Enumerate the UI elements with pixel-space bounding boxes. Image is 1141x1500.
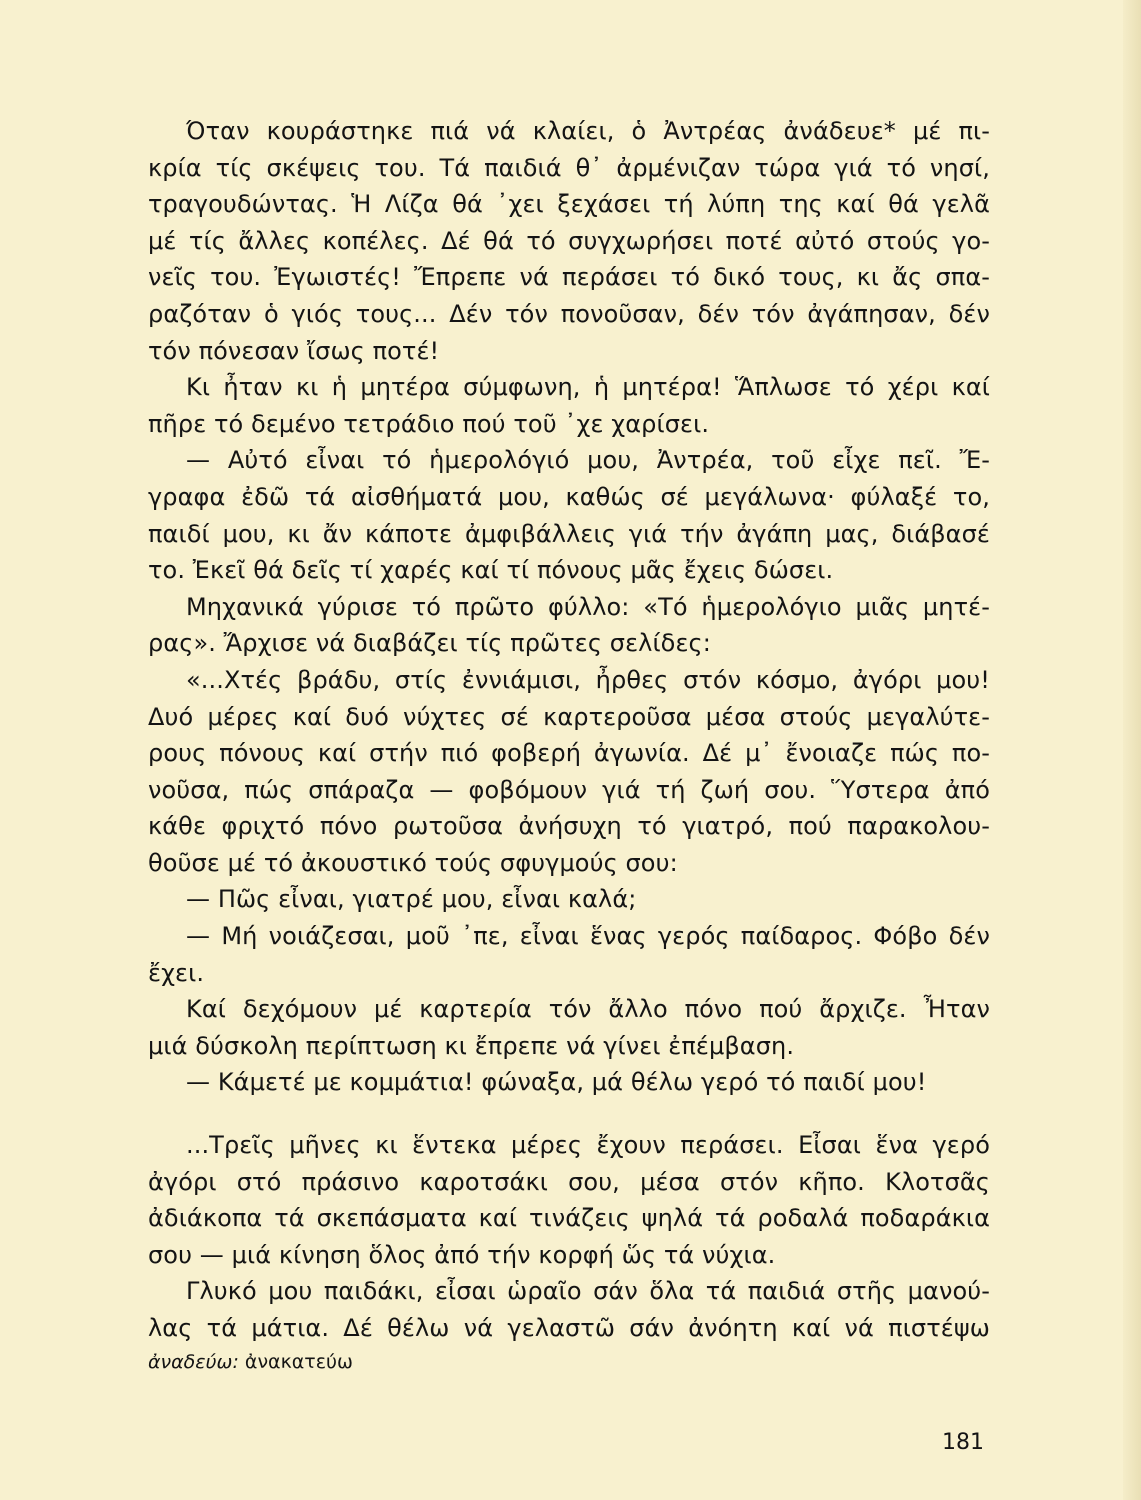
text-line: ἀδιάκοπα τά σκεπάσματα καί τινάζεις ψηλά τά ροδαλά ποδαράκια	[148, 1204, 990, 1233]
text-line: — Πῶς εἶναι, γιατρέ μου, εἶναι καλά;	[186, 885, 637, 914]
text-line: Κι ἦταν κι ἡ μητέρα σύμφωνη, ἡ μητέρα! Ἅπλωσε τό χέρι καί	[186, 373, 990, 402]
text-line: λας τά μάτια. Δέ θέλω νά γελαστῶ σάν ἀνόητη καί νά πιστέψω	[148, 1314, 990, 1342]
text-line: τόν πόνεσαν ἴσως ποτέ!	[148, 336, 440, 365]
text-line: το. Ἐκεῖ θά δεῖς τί χαρές καί τί πόνους μᾶς ἔχεις δώσει.	[148, 556, 834, 585]
text-line: μιά δύσκολη περίπτωση κι ἔπρεπε νά γίνει ἐπέμβαση.	[148, 1031, 795, 1060]
text-line: Καί δεχόμουν μέ καρτερία τόν ἄλλο πόνο πού ἄρχιζε. Ἦταν	[186, 995, 990, 1024]
page-edge	[1123, 0, 1141, 1500]
body-text	[148, 113, 990, 1347]
text-line: Δυό μέρες καί δυό νύχτες σέ καρτεροῦσα μέσα στούς μεγαλύτε-	[148, 702, 990, 731]
text-line: ...Τρεῖς μῆνες κι ἕντεκα μέρες ἔχουν περάσει. Εἶσαι ἕνα γερό	[186, 1131, 990, 1160]
text-line: νεῖς του. Ἐγωιστές! Ἔπρεπε νά περάσει τό δικό τους, κι ἄς σπα-	[148, 263, 990, 292]
text-line: ἔχει.	[148, 958, 205, 987]
text-line: — Αὐτό εἶναι τό ἡμερολόγιό μου, Ἀντρέα, τοῦ εἶχε πεῖ. Ἔ-	[186, 446, 990, 475]
text-line: νοῦσα, πώς σπάραζα — φοβόμουν γιά τή ζωή σου. Ὕστερα ἀπό	[148, 775, 990, 804]
text-line: Μηχανικά γύρισε τό πρῶτο φύλλο: «Τό ἡμερολόγιο μιᾶς μητέ-	[186, 592, 990, 621]
text-line: «...Χτές βράδυ, στίς ἐννιάμισι, ἦρθες στόν κόσμο, ἀγόρι μου!	[186, 665, 990, 694]
text-line: σου — μιά κίνηση ὅλος ἀπό τήν κορφή ὥς τά νύχια.	[148, 1240, 776, 1269]
text-line: — Μή νοιάζεσαι, μοῦ ᾽πε, εἶναι ἕνας γερός παίδαρος. Φόβο δέν	[186, 922, 990, 951]
footnote-term: ἀναδεύω:	[148, 1351, 239, 1373]
text-line: ρους πόνους καί στήν πιό φοβερή ἀγωνία. Δέ μ᾽ ἔνοιαζε πώς πο-	[148, 739, 990, 768]
section-gap	[148, 1101, 990, 1127]
page-number: 181	[942, 1430, 984, 1455]
text-line: τραγουδώντας. Ἡ Λίζα θά ᾽χει ξεχάσει τή λύπη της καί θά γελᾶ	[148, 190, 990, 219]
text-line: — Κάμετέ με κομμάτια! φώναξα, μά θέλω γερό τό παιδί μου!	[186, 1068, 927, 1097]
footnote	[148, 1350, 353, 1374]
text-line: ἀγόρι στό πράσινο καροτσάκι σου, μέσα στόν κῆπο. Κλοτσᾶς	[148, 1167, 990, 1196]
text-line: μέ τίς ἄλλες κοπέλες. Δέ θά τό συγχωρήσει ποτέ αὐτό στούς γο-	[148, 226, 990, 255]
text-line: ρας». Ἄρχισε νά διαβάζει τίς πρῶτες σελίδες:	[148, 629, 711, 658]
text-line: θοῦσε μέ τό ἀκουστικό τούς σφυγμούς σου:	[148, 848, 678, 877]
text-line: γραφα ἐδῶ τά αἰσθήματά μου, καθώς σέ μεγάλωνα· φύλαξέ το,	[148, 482, 990, 511]
text-line: Όταν κουράστηκε πιά νά κλαίει, ὁ Ἀντρέας ἀνάδευε* μέ πι-	[186, 117, 990, 145]
footnote-definition: ἀνακατεύω	[244, 1351, 353, 1373]
text-line: παιδί μου, κι ἄν κάποτε ἀμφιβάλλεις γιά τήν ἀγάπη μας, διάβασέ	[148, 519, 990, 548]
text-line: κάθε φριχτό πόνο ρωτοῦσα ἀνήσυχη τό γιατρό, πού παρακολου-	[148, 812, 990, 841]
text-line: κρία τίς σκέψεις του. Τά παιδιά θ᾽ ἀρμένιζαν τώρα γιά τό νησί,	[148, 153, 990, 182]
text-line: Γλυκό μου παιδάκι, εἶσαι ὡραῖο σάν ὅλα τά παιδιά στῆς μανού-	[186, 1277, 990, 1306]
text-line: πῆρε τό δεμένο τετράδιο πού τοῦ ᾽χε χαρίσει.	[148, 409, 710, 438]
text-line: ραζόταν ὁ γιός τους... Δέν τόν πονοῦσαν, δέν τόν ἀγάπησαν, δέν	[148, 299, 990, 328]
